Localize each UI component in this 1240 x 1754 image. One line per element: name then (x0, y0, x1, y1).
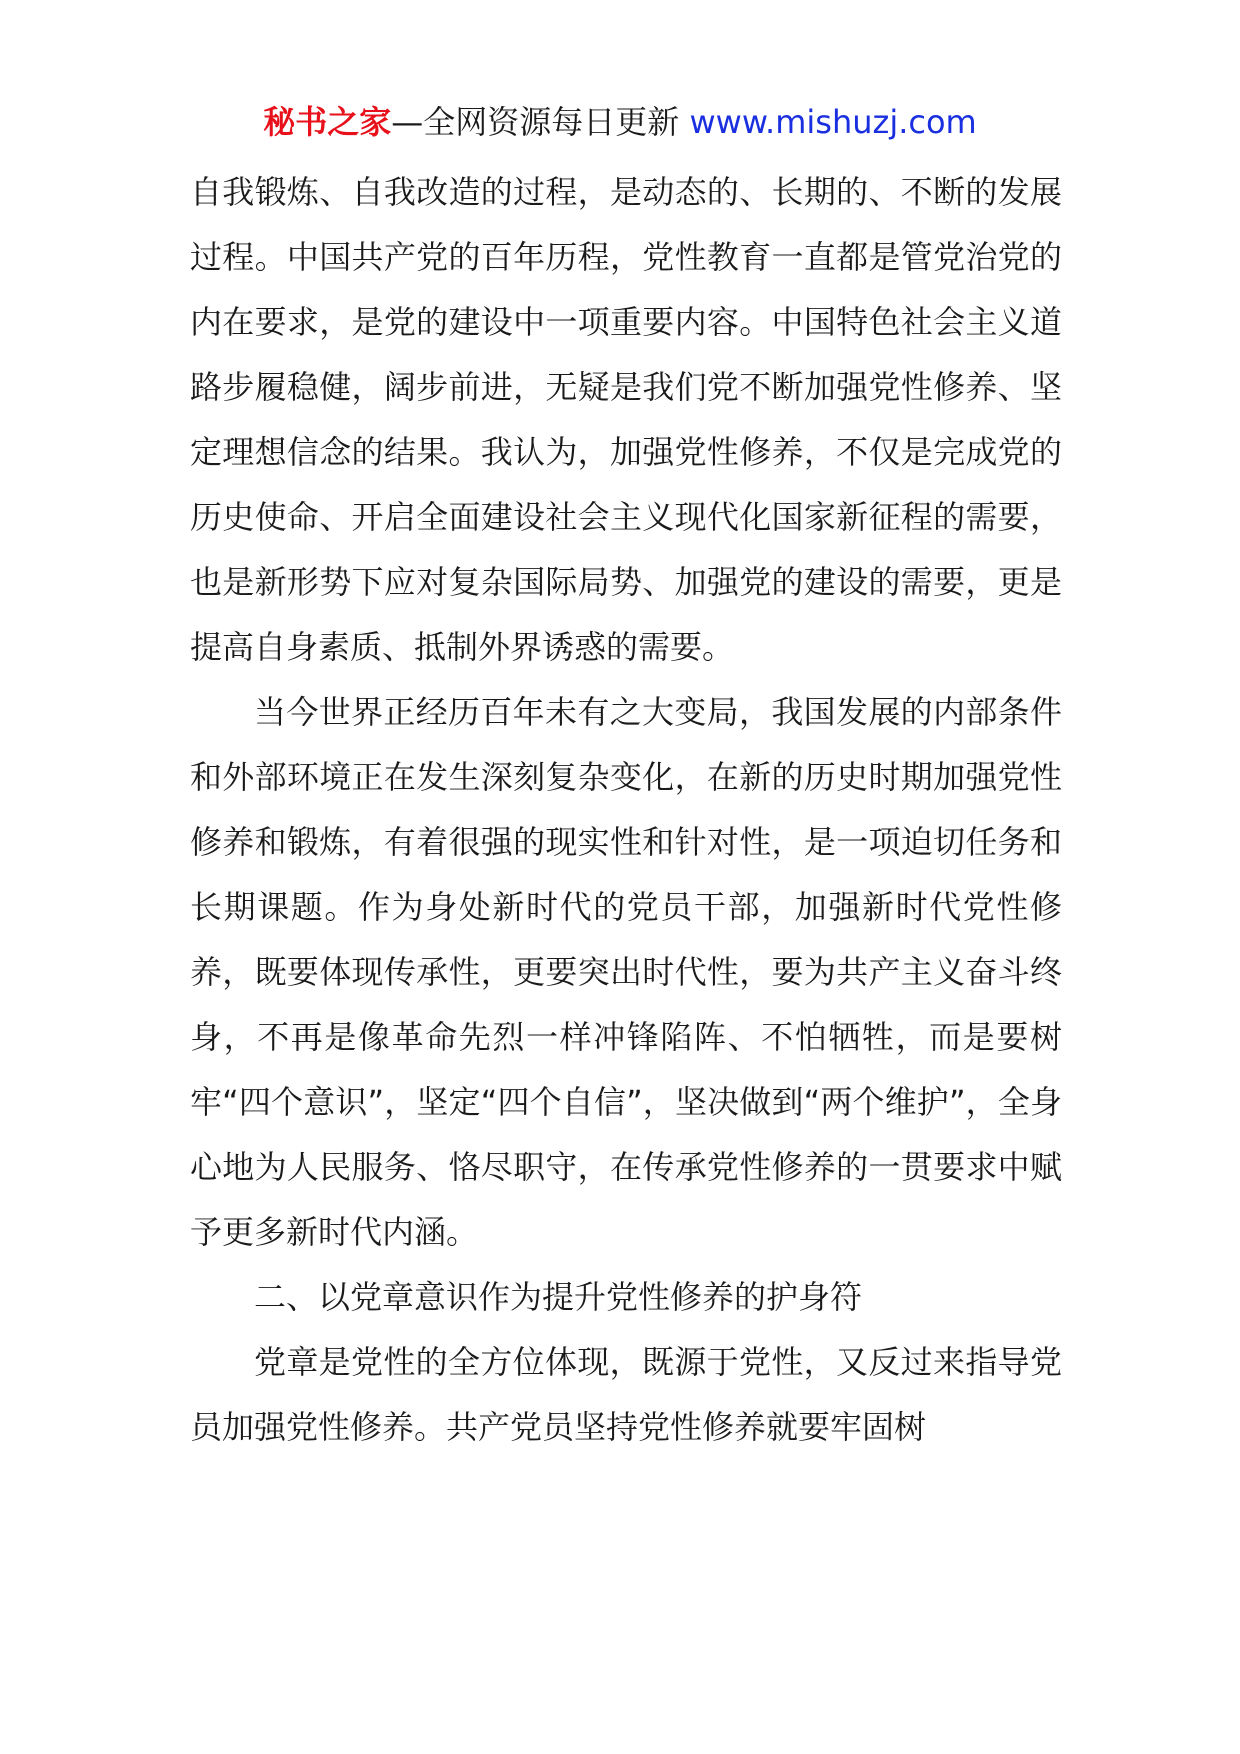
section-heading: 二、以党章意识作为提升党性修养的护身符 (254, 1278, 863, 1316)
document-body (190, 160, 1062, 1460)
brand-name: 秘书之家 (263, 103, 392, 141)
site-tagline: —全网资源每日更新 (391, 103, 690, 141)
site-header (0, 102, 1240, 142)
paragraph-3: 党章是党性的全方位体现，既源于党性，又反过来指导党员加强党性修养。共产党员坚持党性修养就要牢固树 (190, 1343, 1062, 1446)
paragraph-2: 当今世界正经历百年未有之大变局，我国发展的内部条件和外部环境正在发生深刻复杂变化，在新的历史时期加强党性修养和锻炼，有着很强的现实性和针对性，是一项迫切任务和长期课题。作为身处新时代的党员干部，加强新时代党性修养，既要体现传承性，更要突出时代性，要为共产主义奋斗终身，不再是像革命先烈一样冲锋陷阵、不怕牺牲，而是要树牢“四个意识”，坚定“四个自信”，坚决做到“两个维护”，全身心地为人民服务、恪尽职守，在传承党性修养的一贯要求中赋予更多新时代内涵。 (190, 693, 1062, 1251)
paragraph-1: 自我锻炼、自我改造的过程，是动态的、长期的、不断的发展过程。中国共产党的百年历程，党性教育一直都是管党治党的内在要求，是党的建设中一项重要内容。中国特色社会主义道路步履稳健，阔步前进，无疑是我们党不断加强党性修养、坚定理想信念的结果。我认为，加强党性修养，不仅是完成党的历史使命、开启全面建设社会主义现代化国家新征程的需要，也是新形势下应对复杂国际局势、加强党的建设的需要，更是提高自身素质、抵制外界诱惑的需要。 (190, 173, 1062, 666)
site-url[interactable]: www.mishuzj.com (689, 103, 977, 141)
